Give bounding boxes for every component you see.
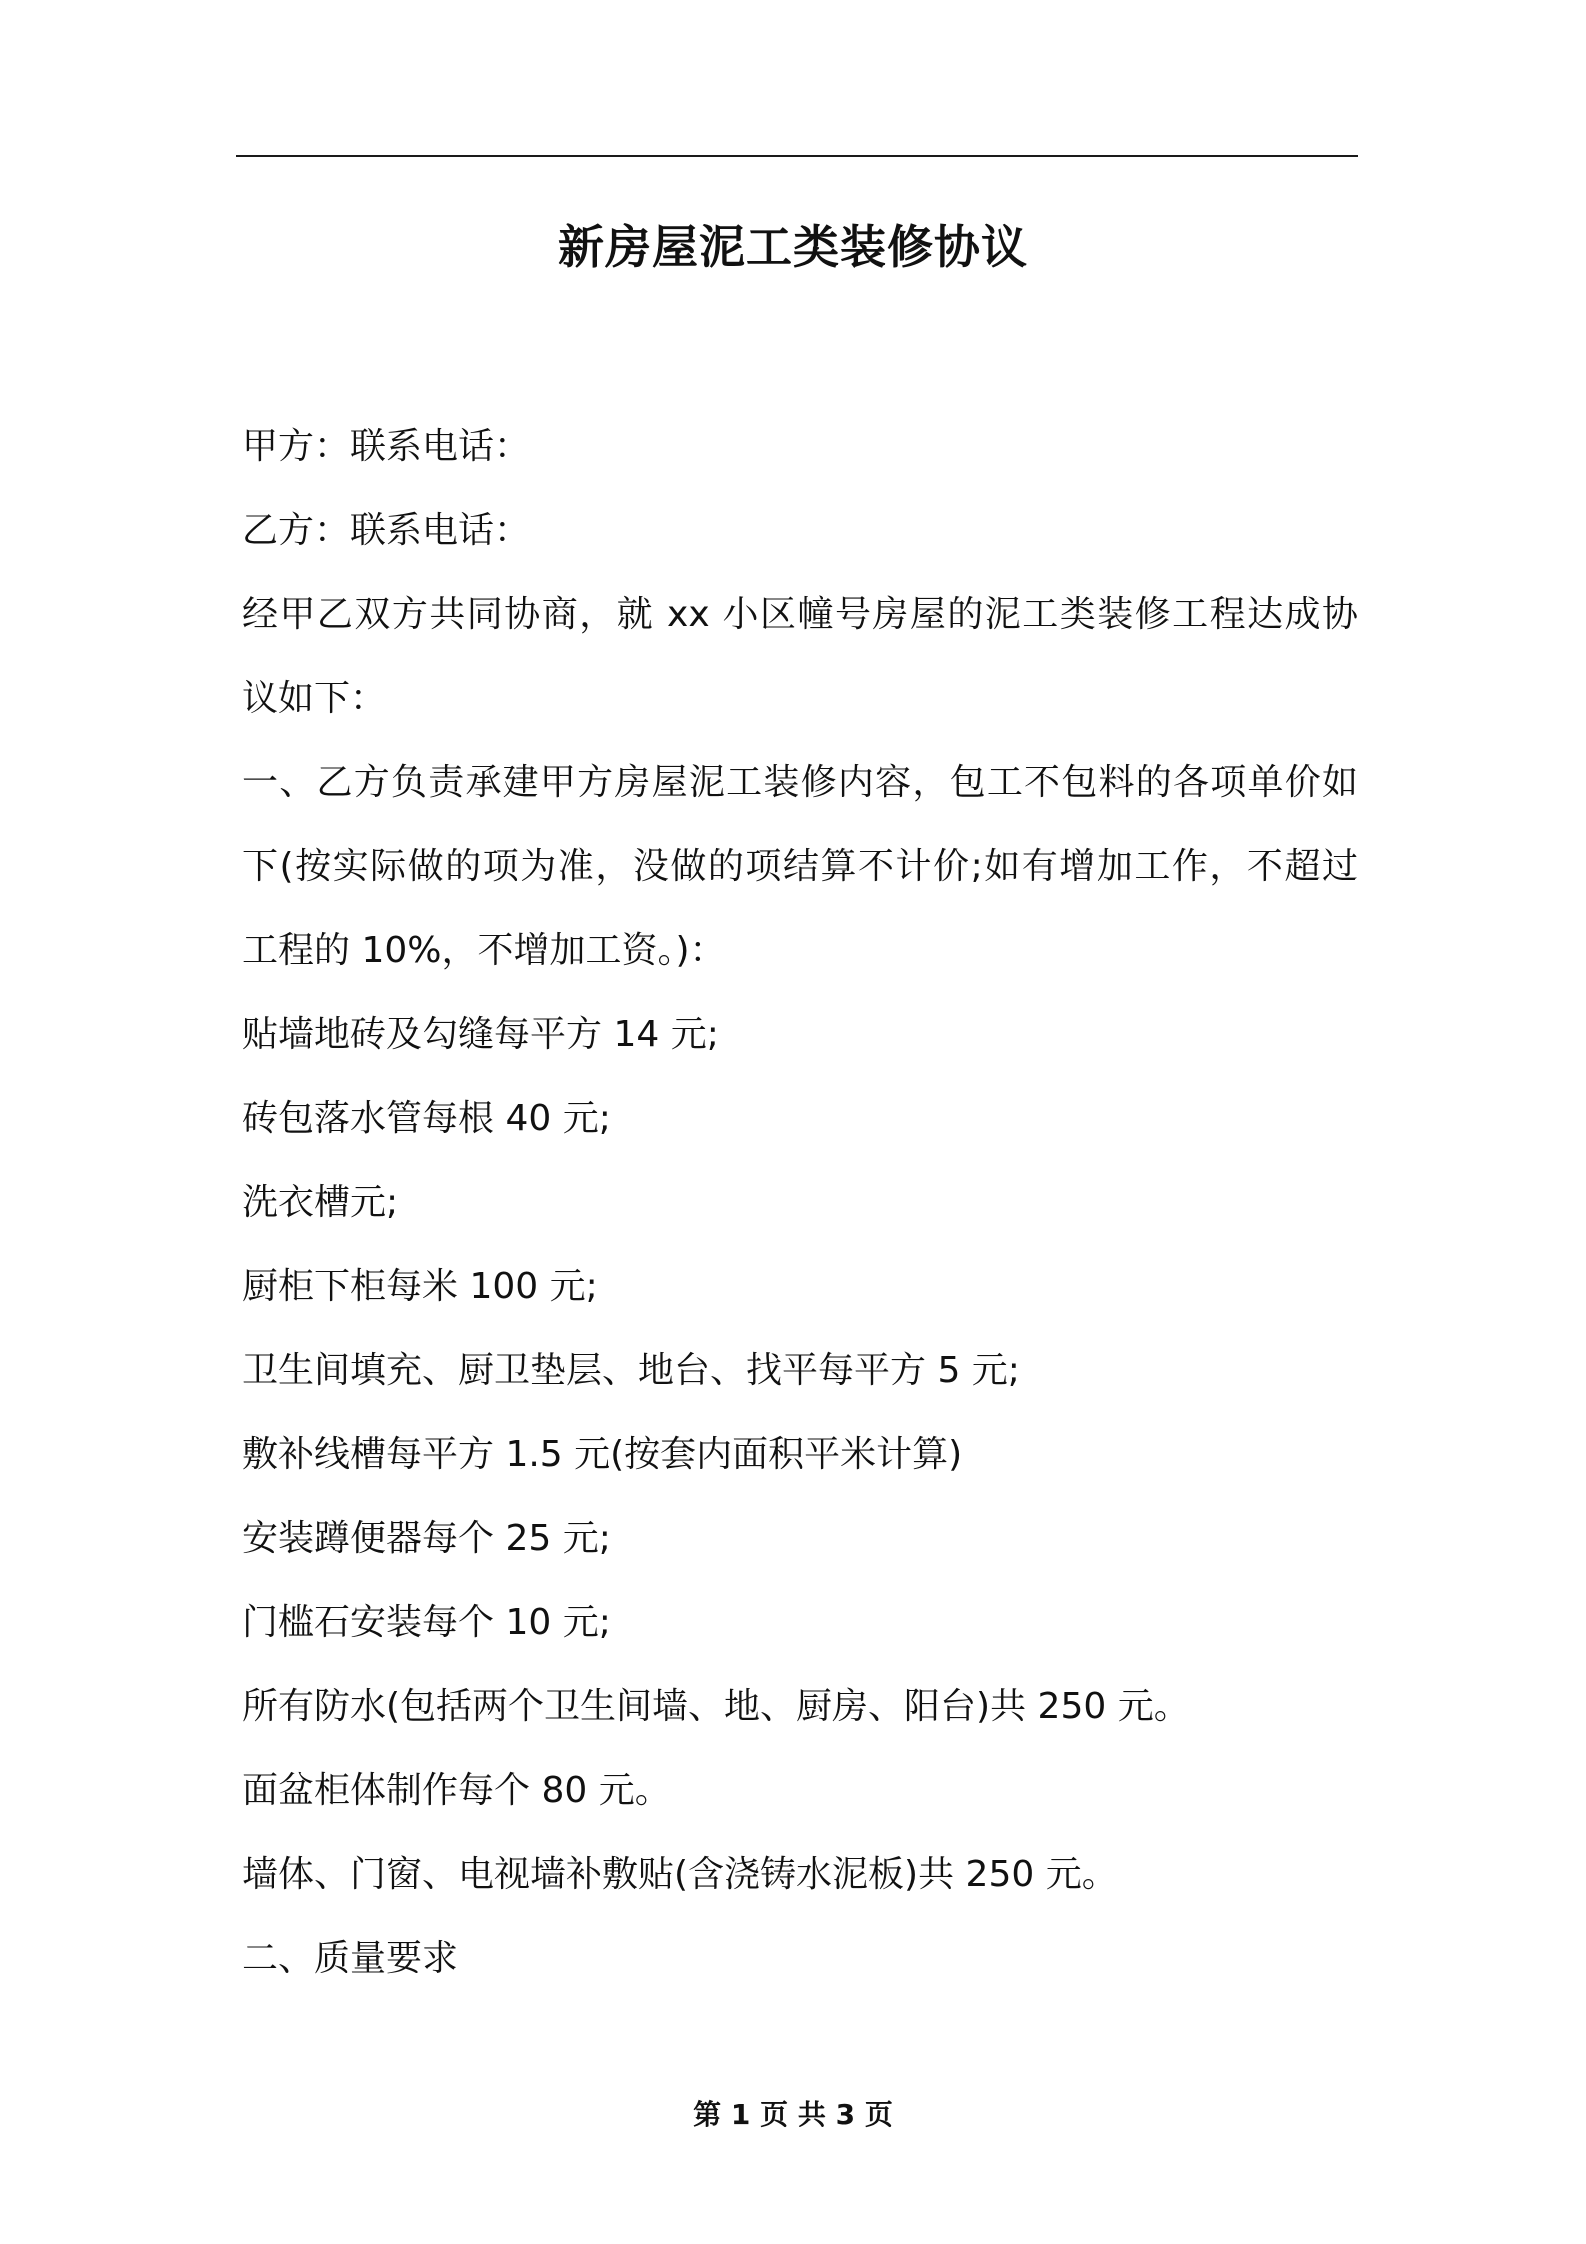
price-item: 卫生间填充、厨卫垫层、地台、找平每平方 5 元; xyxy=(242,1350,1020,1391)
document-title: 新房屋泥工类装修协议 xyxy=(558,220,1028,274)
section-heading-line: 一、乙方负责承建甲方房屋泥工装修内容，包工不包料的各项单价如 xyxy=(242,762,1358,803)
price-item: 面盆柜体制作每个 80 元。 xyxy=(242,1770,671,1811)
price-item: 所有防水(包括两个卫生间墙、地、厨房、阳台)共 250 元。 xyxy=(242,1686,1190,1727)
party-a-line: 甲方：联系电话： xyxy=(242,426,531,467)
price-item: 安装蹲便器每个 25 元; xyxy=(242,1518,611,1559)
document-body xyxy=(242,405,1358,2001)
price-item: 墙体、门窗、电视墙补敷贴(含浇铸水泥板)共 250 元。 xyxy=(242,1854,1118,1895)
header-rule xyxy=(236,155,1358,157)
price-item: 砖包落水管每根 40 元; xyxy=(242,1098,611,1139)
section-heading-line: 二、质量要求 xyxy=(242,1938,459,1979)
paragraph-line: 议如下： xyxy=(242,678,387,719)
price-item: 厨柜下柜每米 100 元; xyxy=(242,1266,598,1307)
price-item: 门槛石安装每个 10 元; xyxy=(242,1602,611,1643)
party-b-line: 乙方：联系电话： xyxy=(242,510,531,551)
paragraph-line: 工程的 10%，不增加工资。)： xyxy=(242,930,726,971)
paragraph-line: 经甲乙双方共同协商，就 xx 小区幢号房屋的泥工类装修工程达成协 xyxy=(242,594,1358,635)
price-item: 贴墙地砖及勾缝每平方 14 元; xyxy=(242,1014,719,1055)
page-number: 第 1 页 共 3 页 xyxy=(693,2098,893,2131)
paragraph-line: 下(按实际做的项为准，没做的项结算不计价;如有增加工作，不超过 xyxy=(242,846,1358,887)
price-item: 洗衣槽元; xyxy=(242,1182,399,1223)
price-item: 敷补线槽每平方 1.5 元(按套内面积平米计算) xyxy=(242,1434,963,1475)
